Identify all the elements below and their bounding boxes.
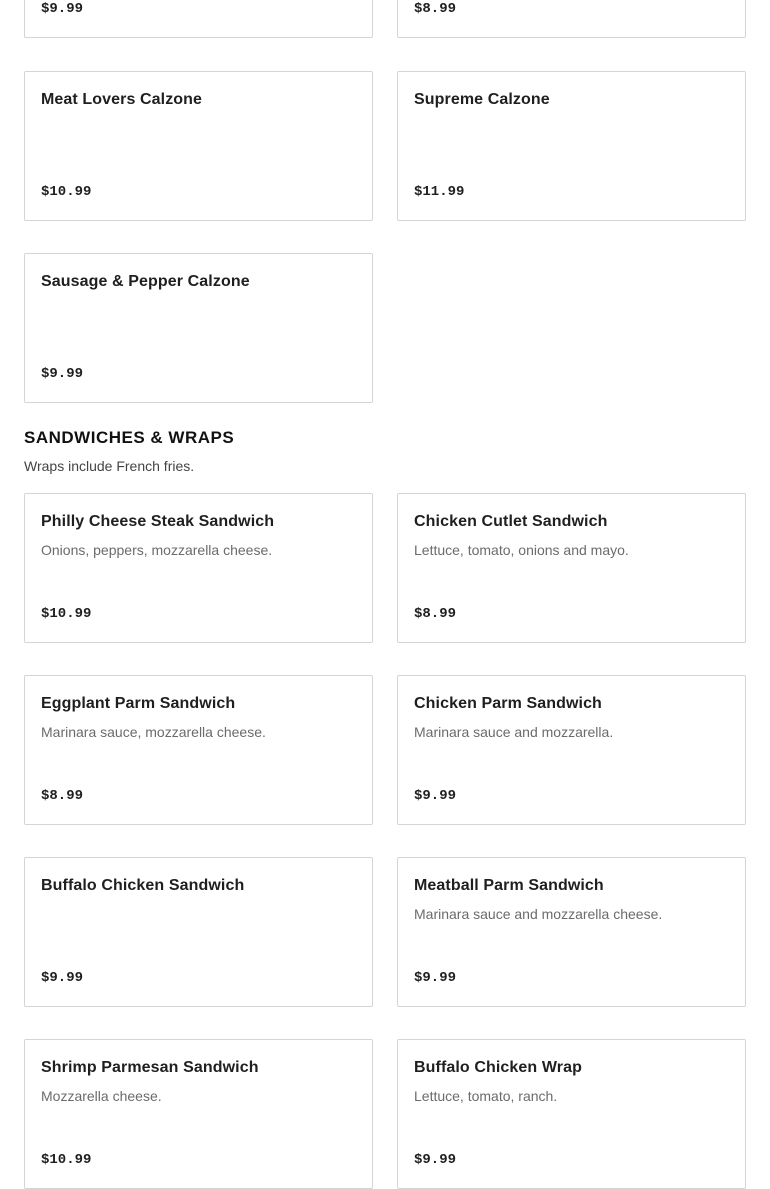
section-title: SANDWICHES & WRAPS bbox=[24, 428, 235, 447]
item-description: Marinara sauce, mozzarella cheese. bbox=[41, 724, 266, 740]
menu-item-card[interactable] bbox=[24, 1039, 373, 1189]
item-name: Meatball Parm Sandwich bbox=[414, 877, 604, 894]
item-name: Philly Cheese Steak Sandwich bbox=[41, 513, 275, 530]
item-name: Chicken Cutlet Sandwich bbox=[414, 513, 608, 530]
menu-item-card[interactable] bbox=[397, 1039, 746, 1189]
item-name: Chicken Parm Sandwich bbox=[414, 695, 602, 712]
menu-item-card[interactable] bbox=[24, 675, 373, 825]
item-description: Lettuce, tomato, onions and mayo. bbox=[414, 542, 629, 558]
menu-item-card[interactable] bbox=[397, 0, 746, 38]
item-price: $10.99 bbox=[41, 606, 92, 622]
item-description: Onions, peppers, mozzarella cheese. bbox=[41, 542, 273, 558]
item-description: Marinara sauce and mozzarella. bbox=[414, 724, 614, 740]
menu-item-card[interactable] bbox=[397, 493, 746, 643]
item-name: Buffalo Chicken Wrap bbox=[414, 1059, 582, 1076]
item-price: $8.99 bbox=[414, 1, 457, 17]
item-price: $8.99 bbox=[41, 788, 84, 804]
item-description: Marinara sauce and mozzarella cheese. bbox=[414, 906, 663, 922]
item-price: $10.99 bbox=[41, 1152, 92, 1168]
item-name: Buffalo Chicken Sandwich bbox=[41, 877, 245, 894]
item-name: Sausage & Pepper Calzone bbox=[41, 273, 250, 290]
menu-item-card[interactable] bbox=[24, 493, 373, 643]
item-price: $8.99 bbox=[414, 606, 457, 622]
item-description: Lettuce, tomato, ranch. bbox=[414, 1088, 558, 1104]
item-description: Mozzarella cheese. bbox=[41, 1088, 162, 1104]
menu-item-card[interactable] bbox=[397, 857, 746, 1007]
menu-item-card[interactable] bbox=[24, 253, 373, 403]
menu-item-card[interactable] bbox=[24, 71, 373, 221]
item-name: Meat Lovers Calzone bbox=[41, 91, 203, 108]
item-price: $9.99 bbox=[41, 1, 84, 17]
item-price: $11.99 bbox=[414, 184, 465, 200]
item-price: $10.99 bbox=[41, 184, 92, 200]
item-price: $9.99 bbox=[414, 1152, 457, 1168]
item-price: $9.99 bbox=[414, 788, 457, 804]
menu-item-card[interactable] bbox=[397, 71, 746, 221]
item-name: Supreme Calzone bbox=[414, 91, 550, 108]
menu-item-card[interactable] bbox=[397, 675, 746, 825]
section-note: Wraps include French fries. bbox=[24, 458, 195, 474]
item-price: $9.99 bbox=[41, 970, 84, 986]
menu-item-card[interactable] bbox=[24, 0, 373, 38]
item-price: $9.99 bbox=[414, 970, 457, 986]
menu-item-card[interactable] bbox=[24, 857, 373, 1007]
item-name: Eggplant Parm Sandwich bbox=[41, 695, 236, 712]
item-price: $9.99 bbox=[41, 366, 84, 382]
item-name: Shrimp Parmesan Sandwich bbox=[41, 1059, 259, 1076]
